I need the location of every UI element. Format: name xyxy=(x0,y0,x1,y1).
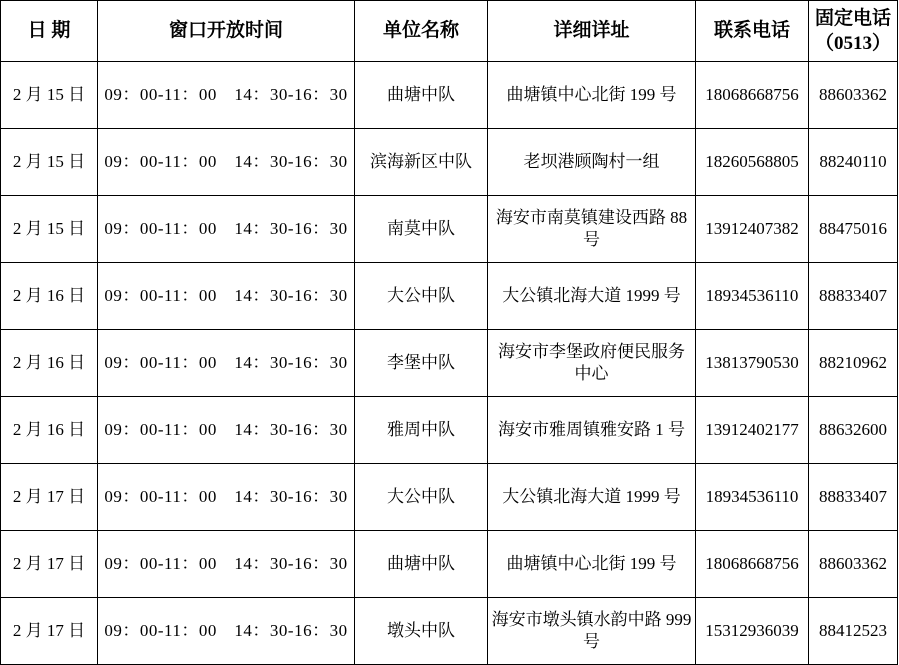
cell-hours: 09：00-11：00 14：30-16：30 xyxy=(98,196,355,263)
cell-phone: 88210962 xyxy=(809,330,898,397)
cell-unit: 李堡中队 xyxy=(355,330,488,397)
cell-mobile: 13813790530 xyxy=(696,330,809,397)
cell-unit: 大公中队 xyxy=(355,263,488,330)
table-row xyxy=(1,62,898,129)
cell-unit: 南莫中队 xyxy=(355,196,488,263)
cell-hours: 09：00-11：00 14：30-16：30 xyxy=(98,464,355,531)
table-row xyxy=(1,598,898,665)
cell-unit: 曲塘中队 xyxy=(355,62,488,129)
cell-hours: 09：00-11：00 14：30-16：30 xyxy=(98,531,355,598)
cell-address: 海安市墩头镇水韵中路 999 号 xyxy=(488,598,696,665)
column-header-hours: 窗口开放时间 xyxy=(98,1,355,62)
cell-date: 2 月 15 日 xyxy=(1,129,98,196)
cell-phone: 88475016 xyxy=(809,196,898,263)
cell-address: 海安市雅周镇雅安路 1 号 xyxy=(488,397,696,464)
table-row xyxy=(1,129,898,196)
cell-phone: 88603362 xyxy=(809,62,898,129)
cell-hours: 09：00-11：00 14：30-16：30 xyxy=(98,263,355,330)
cell-hours: 09：00-11：00 14：30-16：30 xyxy=(98,330,355,397)
cell-address: 海安市李堡政府便民服务中心 xyxy=(488,330,696,397)
cell-mobile: 18934536110 xyxy=(696,464,809,531)
cell-address: 曲塘镇中心北街 199 号 xyxy=(488,62,696,129)
cell-address: 曲塘镇中心北街 199 号 xyxy=(488,531,696,598)
table-row xyxy=(1,263,898,330)
table-row xyxy=(1,330,898,397)
table-row xyxy=(1,196,898,263)
cell-unit: 曲塘中队 xyxy=(355,531,488,598)
cell-address: 大公镇北海大道 1999 号 xyxy=(488,263,696,330)
cell-mobile: 18934536110 xyxy=(696,263,809,330)
cell-date: 2 月 17 日 xyxy=(1,531,98,598)
cell-hours: 09：00-11：00 14：30-16：30 xyxy=(98,397,355,464)
cell-hours: 09：00-11：00 14：30-16：30 xyxy=(98,129,355,196)
header-row xyxy=(1,1,898,62)
cell-address: 大公镇北海大道 1999 号 xyxy=(488,464,696,531)
cell-hours: 09：00-11：00 14：30-16：30 xyxy=(98,62,355,129)
cell-unit: 滨海新区中队 xyxy=(355,129,488,196)
table-body xyxy=(1,62,898,665)
cell-phone: 88603362 xyxy=(809,531,898,598)
cell-phone: 88833407 xyxy=(809,464,898,531)
column-header-address: 详细详址 xyxy=(488,1,696,62)
cell-unit: 墩头中队 xyxy=(355,598,488,665)
cell-date: 2 月 15 日 xyxy=(1,196,98,263)
cell-phone: 88632600 xyxy=(809,397,898,464)
cell-phone: 88412523 xyxy=(809,598,898,665)
cell-phone: 88240110 xyxy=(809,129,898,196)
table-row xyxy=(1,397,898,464)
column-header-date: 日 期 xyxy=(1,1,98,62)
cell-mobile: 18068668756 xyxy=(696,531,809,598)
cell-address: 老坝港顾陶村一组 xyxy=(488,129,696,196)
column-header-unit: 单位名称 xyxy=(355,1,488,62)
column-header-mobile: 联系电话 xyxy=(696,1,809,62)
column-header-phone xyxy=(809,1,898,62)
cell-date: 2 月 16 日 xyxy=(1,330,98,397)
cell-mobile: 13912407382 xyxy=(696,196,809,263)
cell-address: 海安市南莫镇建设西路 88 号 xyxy=(488,196,696,263)
cell-phone: 88833407 xyxy=(809,263,898,330)
column-header-phone-line2: （0513） xyxy=(814,33,891,54)
cell-date: 2 月 15 日 xyxy=(1,62,98,129)
table-row xyxy=(1,464,898,531)
cell-unit: 雅周中队 xyxy=(355,397,488,464)
cell-hours: 09：00-11：00 14：30-16：30 xyxy=(98,598,355,665)
cell-date: 2 月 16 日 xyxy=(1,397,98,464)
cell-mobile: 18068668756 xyxy=(696,62,809,129)
cell-mobile: 15312936039 xyxy=(696,598,809,665)
cell-date: 2 月 16 日 xyxy=(1,263,98,330)
column-header-phone-line1: 固定电话 xyxy=(814,7,891,29)
cell-mobile: 18260568805 xyxy=(696,129,809,196)
table-header xyxy=(1,1,898,62)
cell-mobile: 13912402177 xyxy=(696,397,809,464)
cell-unit: 大公中队 xyxy=(355,464,488,531)
table-row xyxy=(1,531,898,598)
cell-date: 2 月 17 日 xyxy=(1,598,98,665)
cell-date: 2 月 17 日 xyxy=(1,464,98,531)
